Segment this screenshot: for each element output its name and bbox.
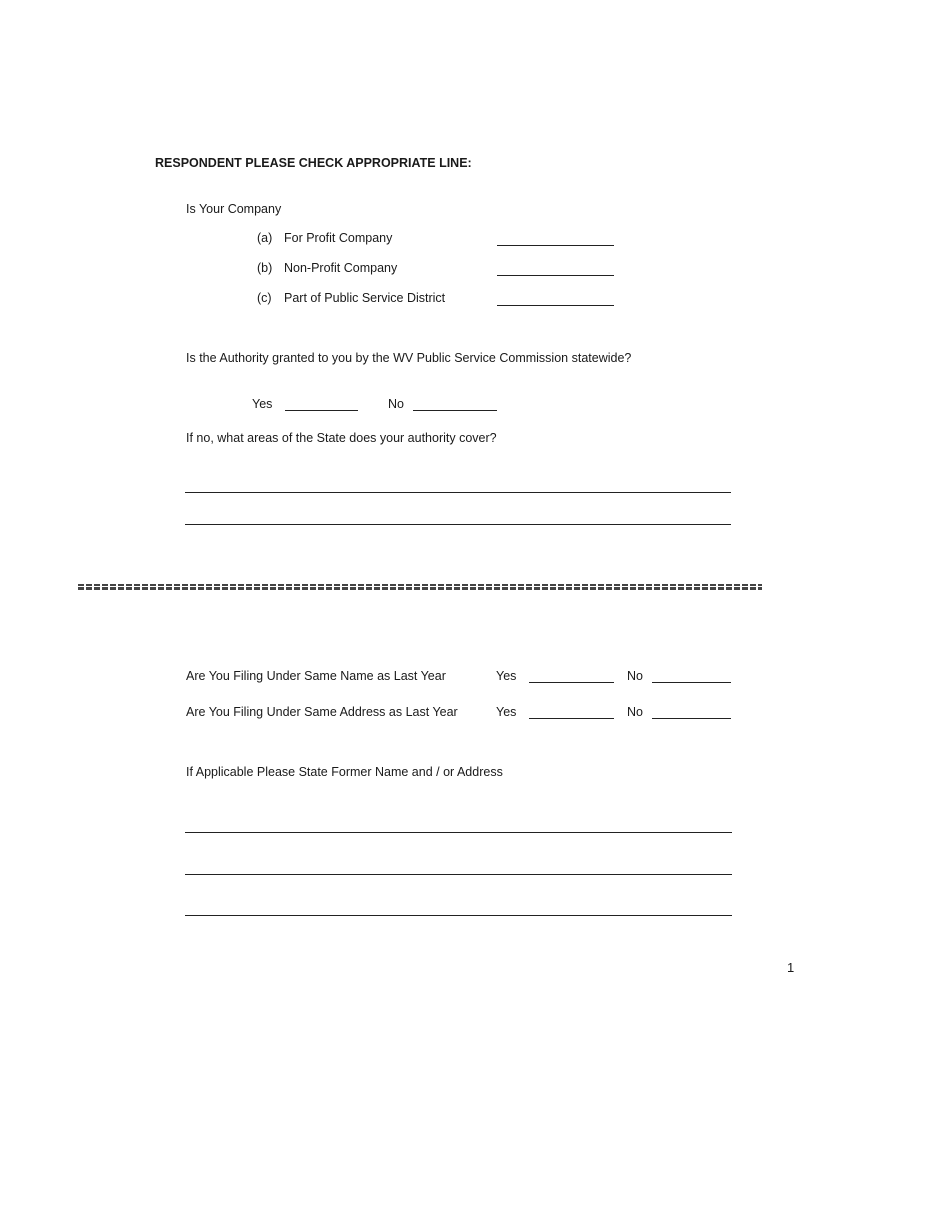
section-separator [78,584,762,588]
same-address-no-line[interactable] [652,718,731,719]
same-name-no-line[interactable] [652,682,731,683]
same-address-yes-line[interactable] [529,718,614,719]
yes-label: Yes [252,397,273,411]
former-answer-line[interactable] [185,915,732,916]
areas-question: If no, what areas of the State does your authority cover? [186,431,497,445]
same-name-yes-line[interactable] [529,682,614,683]
yes-label: Yes [496,705,517,719]
no-label: No [627,669,643,683]
option-label: Part of Public Service District [284,291,446,305]
no-label: No [388,397,404,411]
page-number: 1 [787,960,795,975]
former-answer-line[interactable] [185,832,732,833]
option-marker: (a) [257,231,273,245]
option-label: For Profit Company [284,231,393,245]
same-address-question: Are You Filing Under Same Address as Last Year [186,705,458,719]
public-service-district-line[interactable] [497,305,614,306]
areas-answer-line[interactable] [185,492,731,493]
for-profit-line[interactable] [497,245,614,246]
option-marker: (b) [257,261,273,275]
former-name-prompt: If Applicable Please State Former Name and / or Address [186,765,503,779]
former-answer-line[interactable] [185,874,732,875]
non-profit-line[interactable] [497,275,614,276]
authority-question: Is the Authority granted to you by the WV Public Service Commission statewide? [186,351,632,365]
option-marker: (c) [257,291,272,305]
authority-yes-line[interactable] [285,410,358,411]
form-heading: RESPONDENT PLEASE CHECK APPROPRIATE LINE: [155,156,472,170]
same-name-question: Are You Filing Under Same Name as Last Year [186,669,446,683]
option-label: Non-Profit Company [284,261,398,275]
authority-no-line[interactable] [413,410,497,411]
yes-label: Yes [496,669,517,683]
company-question: Is Your Company [186,202,282,216]
areas-answer-line[interactable] [185,524,731,525]
no-label: No [627,705,643,719]
